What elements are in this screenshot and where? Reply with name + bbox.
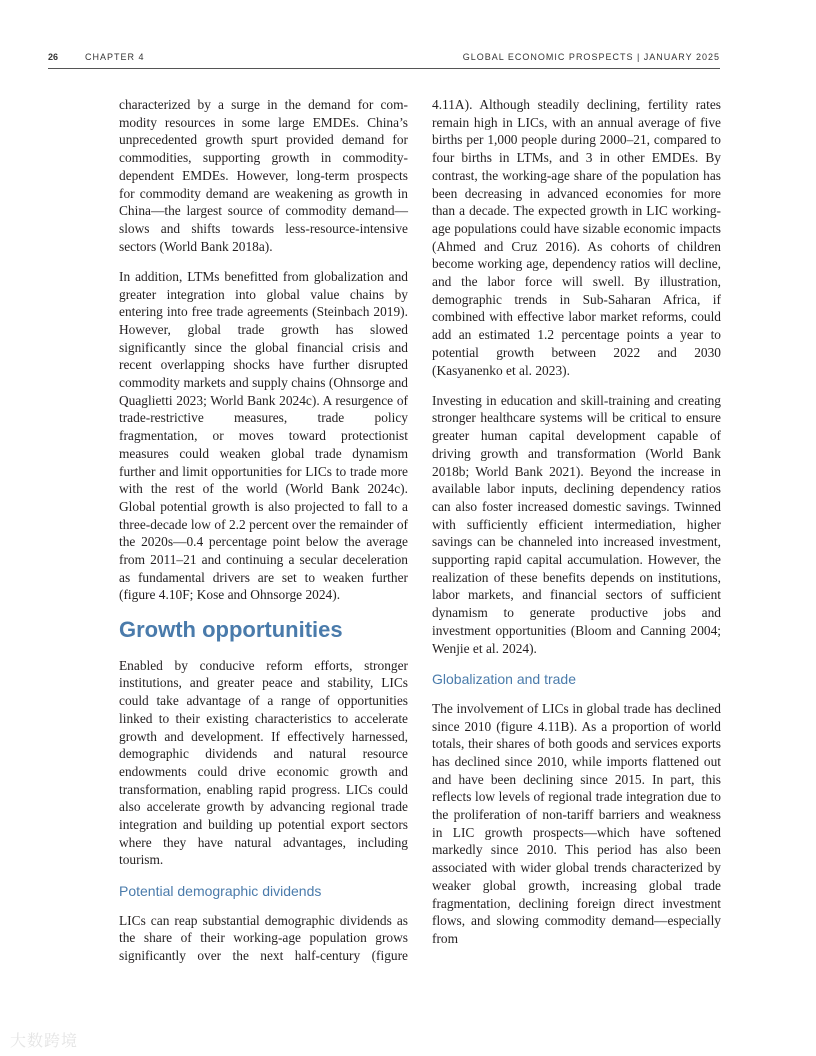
- publication-title: GLOBAL ECONOMIC PROSPECTS | JANUARY 2025: [462, 52, 720, 62]
- watermark-logo: 大数跨境: [10, 1031, 79, 1050]
- running-header: [48, 52, 720, 69]
- subsection-heading: Globalization and trade: [432, 670, 576, 687]
- left-column: [119, 96, 408, 977]
- paragraph: The involvement of LICs in global trade has declined since 2010 (figure 4.11B). As a proportion of world totals, their shares of both goods and services exports has declined since 2010, while imports flattened out and have been declining since 2015. In part, this reflects low levels of regional trade integration due to the proliferation of non-tariff barriers and weakness in LIC growth prospects—which have softened markedly since 2010. This period has also been associated with wider global trends characterized by weaker global growth, increasing global trade fragmentation, declining foreign direct investment flows, and slowing commodity demand—especially from: [432, 700, 721, 946]
- paragraph: In addition, LTMs benefitted from globalization and greater integration into global value chains by entering into free trade agreements (Steinbach 2019). However, global trade growth has slowed significantly since the global financial crisis and recent overlapping shocks have further disrupted commodity markets and supply chains (Ohnsorge and Quaglietti 2023; World Bank 2024c). A resurgence of trade-restrictive measures, trade policy fragmentation, or moves toward protectionist measures could weaken global trade dynamism further and limit opportunities for LICs to trade more with the rest of the world (World Bank 2024c). Global potential growth is also projected to fall to a three-decade low of 2.2 percent over the remainder of the 2020s—0.4 percentage point below the average from 2011–21 and continuing a secular deceleration as fundamental drivers are set to weaken further (figure 4.10F; Kose and Ohnsorge 2024).: [119, 268, 408, 603]
- section-heading: Growth opportunities: [119, 616, 343, 642]
- paragraph: 4.11A). Although steadily declining, fertility rates remain high in LICs, with an annual average of five births per 1,000 people during 2000–21, compared to four births in LTMs, and 3 in other EMDEs. By contrast, the working-age share of the population has been decreasing in advanced economies for more than a decade. The expected growth in LIC working-age populations could have sizable economic impacts (Ahmed and Cruz 2016). As cohorts of children become working age, dependency ratios will decline, and the labor force will swell. By illustration, demographic trends in Sub-Saharan Africa, if combined with effective labor market reforms, could add an estimated 1.2 percentage points a year to potential growth between 2022 and 2030 (Kasyanenko et al. 2023).: [432, 97, 721, 378]
- paragraph: LICs can reap substantial demographic dividends as the share of their working-age population grows significantly over the next half-century (figure: [119, 912, 408, 964]
- paragraph: Enabled by conducive reform efforts, stronger institutions, and greater peace and stability, LICs could take advantage of a range of opportunities linked to their existing characteristics to accelerate growth and development. If effectively harnessed, demographic dividends and natural resource endowments could drive economic growth and transformation, enabling rapid progress. LICs could also accelerate growth by advancing regional trade integration and building up potential export sectors where they have natural advantages, including tourism.: [119, 657, 408, 868]
- chapter-label: CHAPTER 4: [85, 52, 145, 62]
- paragraph: characterized by a surge in the demand for commodity resources in some large EMDEs. China’s unprecedented growth spurt provided demand for commodities, supporting growth in commodity-dependent EMDEs. However, long-term prospects for commodity demand are weakening as growth in China—the largest source of commodity demand—slows and shifts towards less-resource-intensive sectors (World Bank 2018a).: [119, 97, 408, 254]
- paragraph: Investing in education and skill-training and creating stronger healthcare systems will be critical to ensure greater human capital development capable of driving growth and transformation (World Bank 2018b; World Bank 2021). Beyond the increase in available labor inputs, declining dependency ratios can also foster increased domestic savings. Twinned with sufficiently efficient intermediation, higher savings can be channeled into increased investment, supporting rapid capital accumulation. However, the realization of these benefits depends on institutions, labor markets, and financial sectors of sufficient dynamism to generate productive jobs and investment opportunities (Bloom and Canning 2004; Wenjie et al. 2024).: [432, 392, 721, 656]
- right-column: [432, 96, 721, 960]
- page-number: 26: [48, 52, 59, 62]
- subsection-heading: Potential demographic dividends: [119, 882, 322, 899]
